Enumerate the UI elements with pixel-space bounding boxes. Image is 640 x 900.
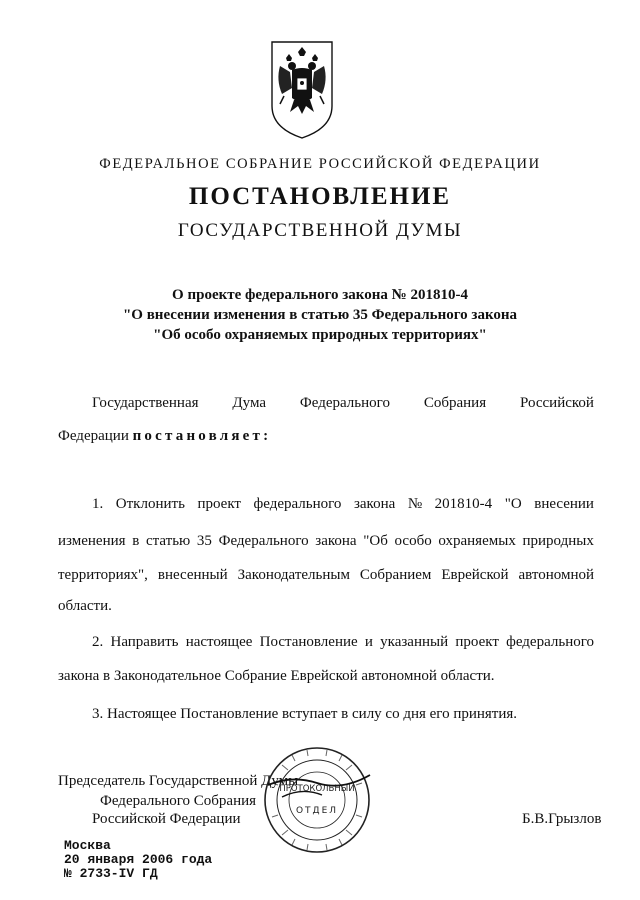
subject-line: О проекте федерального закона № 201810-4 [172, 287, 468, 303]
coat-of-arms-icon [268, 40, 336, 140]
preamble-line [92, 395, 594, 412]
organization-heading: ФЕДЕРАЛЬНОЕ СОБРАНИЕ РОССИЙСКОЙ ФЕДЕРАЦИИ [99, 156, 541, 172]
word: проект [197, 496, 241, 512]
preamble-line [58, 428, 271, 445]
word: территориях", [58, 567, 148, 583]
item-line: области. [58, 598, 112, 614]
preamble-start: Федерации [58, 428, 133, 444]
resolves-word: постановляет: [132, 428, 272, 444]
word: Собрания [423, 395, 487, 411]
subject-line: "О внесении изменения в статью 35 Федерального закона [122, 307, 518, 323]
word: федерального [506, 634, 594, 650]
word: Дума [232, 395, 267, 411]
signatory-title: Федерального Собрания [100, 793, 257, 809]
word: Законодательным [237, 567, 350, 583]
footer-city: Москва [64, 838, 111, 853]
word: 1. [92, 496, 104, 512]
word: Федерального [299, 395, 390, 411]
word: Государственная [92, 395, 199, 411]
word: Постановление [259, 634, 358, 650]
document-title: ПОСТАНОВЛЕНИЕ [188, 183, 452, 210]
item-line [58, 533, 594, 550]
word: Российской [520, 395, 594, 411]
signatory-title: Председатель Государственной Думы [58, 773, 299, 789]
word: внесенный [157, 567, 228, 583]
signatory-title: Российской Федерации [92, 811, 241, 827]
word: № [407, 496, 423, 512]
stamp-text: ОТДЕЛ [295, 806, 339, 816]
item-line [58, 567, 594, 584]
footer-date: 20 января 2006 года [64, 852, 213, 867]
word: изменения [58, 533, 126, 549]
word: Отклонить [115, 496, 185, 512]
word: автономной [518, 567, 594, 583]
footer-number: № 2733-IV ГД [64, 866, 158, 881]
item-line [92, 634, 594, 651]
word: 35 [196, 533, 212, 549]
word: 2. [92, 634, 104, 650]
subject-line: "Об особо охраняемых природных территориях" [153, 327, 487, 343]
stamp-text: ПРОТОКОЛЬНЫЙ [279, 784, 355, 794]
word: 201810-4 [434, 496, 493, 512]
word: и [364, 634, 373, 650]
word: проект [455, 634, 499, 650]
word: охраняемых [438, 533, 516, 549]
word: настоящее [185, 634, 253, 650]
word: Федерального [218, 533, 309, 549]
word: закона [315, 533, 357, 549]
word: указанный [380, 634, 449, 650]
word: "О [504, 496, 522, 512]
word: природных [522, 533, 594, 549]
word: особо [394, 533, 432, 549]
word: закона [353, 496, 396, 512]
word: Собранием [359, 567, 432, 583]
item-line: 3. Настоящее Постановление вступает в силу со дня его принятия. [92, 706, 518, 722]
document-subtitle: ГОСУДАРСТВЕННОЙ ДУМЫ [177, 220, 463, 241]
item-line: закона в Законодательное Собрание Еврейской автономной области. [58, 668, 495, 684]
stamp-icon [262, 745, 372, 855]
word: "Об [363, 533, 388, 549]
word: в [132, 533, 140, 549]
item-line [92, 496, 594, 513]
word: федерального [253, 496, 342, 512]
signatory-name: Б.В.Грызлов [522, 811, 602, 827]
word: Направить [110, 634, 179, 650]
word: Еврейской [441, 567, 509, 583]
word: внесении [534, 496, 594, 512]
word: статью [145, 533, 191, 549]
